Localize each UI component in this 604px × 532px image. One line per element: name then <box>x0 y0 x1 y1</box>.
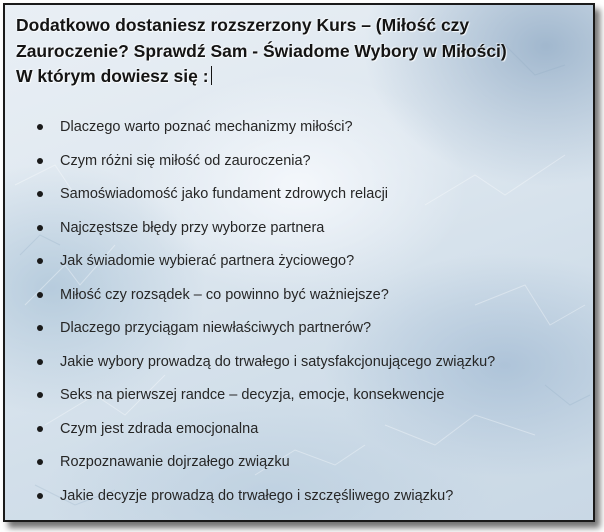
list-item <box>5 419 593 453</box>
list-item <box>5 352 593 386</box>
list-item <box>5 151 593 185</box>
list-item-text: Jak świadomie wybierać partnera życiowego? <box>60 253 355 269</box>
bullet-icon <box>37 292 43 298</box>
bullet-icon <box>37 359 43 365</box>
list-item-text: Czym jest zdrada emocjonalna <box>60 420 259 437</box>
list-item-text: Najczęstsze błędy przy wyborze partnera <box>60 219 325 236</box>
list-item <box>5 318 593 352</box>
heading-line-2: Zauroczenie? Sprawdź Sam - Świadome Wybory w Miłości) <box>16 40 507 61</box>
list-item <box>5 184 593 218</box>
list-item <box>5 486 593 520</box>
bullet-icon <box>37 225 43 231</box>
list-item-text: Rozpoznawanie dojrzałego związku <box>60 454 290 470</box>
intro-heading <box>16 13 586 90</box>
text-cursor <box>211 66 212 85</box>
document-frame <box>3 3 595 522</box>
list-item-text: Jakie wybory prowadzą do trwałego i satysfakcjonującego związku? <box>60 353 496 370</box>
list-item <box>5 385 593 419</box>
bullet-icon <box>37 426 43 432</box>
bullet-icon <box>37 124 43 130</box>
bullet-icon <box>37 258 43 264</box>
bullet-icon <box>37 392 43 398</box>
heading-line-3 <box>16 64 586 90</box>
bullet-icon <box>37 158 43 164</box>
list-item <box>5 218 593 252</box>
heading-line-3-text: W którym dowiesz się : <box>16 66 209 86</box>
list-item-text: Samoświadomość jako fundament zdrowych relacji <box>60 186 389 202</box>
topics-list <box>5 117 593 519</box>
bullet-icon <box>37 459 43 465</box>
bullet-icon <box>37 325 43 331</box>
list-item-text: Jakie decyzje prowadzą do trwałego i szczęśliwego związku? <box>60 487 454 504</box>
list-item-text: Seks na pierwszej randce – decyzja, emocje, konsekwencje <box>60 387 445 403</box>
list-item-text: Miłość czy rozsądek – co powinno być ważniejsze? <box>60 286 389 303</box>
list-item-text: Dlaczego warto poznać mechanizmy miłości? <box>60 119 353 135</box>
list-item <box>5 452 593 486</box>
heading-line-1: Dodatkowo dostaniesz rozszerzony Kurs – (Miłość czy <box>16 15 470 35</box>
bullet-icon <box>37 493 43 499</box>
list-item-text: Czym różni się miłość od zauroczenia? <box>60 152 311 169</box>
list-item <box>5 285 593 319</box>
list-item-text: Dlaczego przyciągam niewłaściwych partnerów? <box>60 320 372 336</box>
bullet-icon <box>37 191 43 197</box>
list-item <box>5 251 593 285</box>
list-item <box>5 117 593 151</box>
